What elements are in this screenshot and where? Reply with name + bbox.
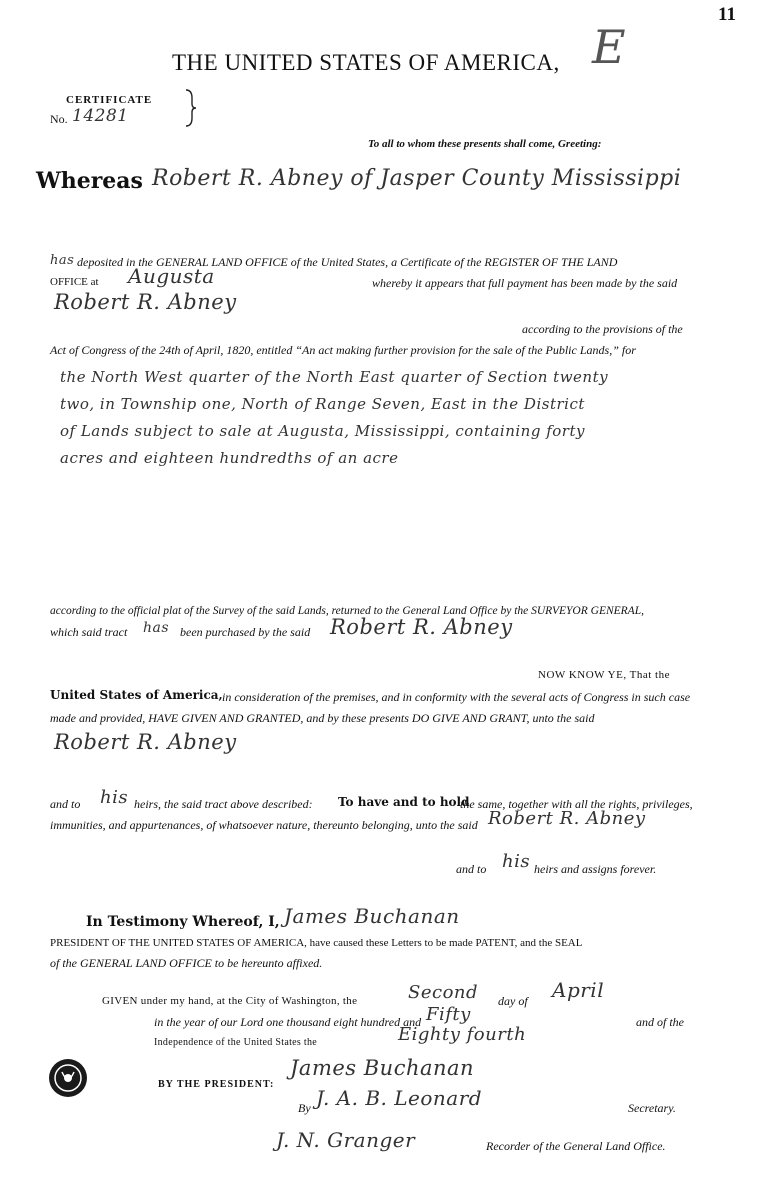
- assigns-text: heirs and assigns forever.: [534, 862, 657, 876]
- grantee-name: Robert R. Abney: [488, 808, 646, 829]
- usa-blackletter: United States of America,: [50, 688, 223, 702]
- has-word: has: [50, 253, 75, 268]
- day-of-text: day of: [498, 994, 528, 1008]
- para4-line2: immunities, and appurtenances, of whatsoever nature, thereunto belonging, unto the said: [50, 818, 478, 832]
- para2-line2b: been purchased by the said: [180, 625, 311, 639]
- to-have-and-to-hold: To have and to hold: [338, 795, 470, 809]
- recorder-label: Recorder of the General Land Office.: [486, 1139, 666, 1153]
- office-location: Augusta: [128, 264, 215, 288]
- secretary-label: Secretary.: [628, 1101, 676, 1115]
- para2-line2: which said tract: [50, 625, 128, 639]
- para3-line1: in consideration of the premises, and in conformity with the several acts of Congress in such case: [222, 690, 691, 704]
- whereas-label: Whereas: [36, 168, 143, 194]
- land-description: [60, 364, 608, 472]
- brace-icon: [184, 88, 198, 128]
- secretary-signature: J. A. B. Leonard: [316, 1086, 483, 1110]
- para2-line1: according to the official plat of the Survey of the said Lands, returned to the General Land Office by the SURVEYOR GENERAL,: [50, 605, 644, 617]
- his-word: his: [502, 851, 531, 872]
- independence-text: Independence of the United States the: [154, 1037, 317, 1048]
- has-word: has: [143, 620, 170, 636]
- description-line: the North West quarter of the North East quarter of Section twenty: [60, 368, 609, 386]
- testimony-line2: of the GENERAL LAND OFFICE to be hereunto affixed.: [50, 956, 323, 970]
- seal-icon: [48, 1058, 88, 1098]
- greeting: To all to whom these presents shall come, Greeting:: [368, 138, 602, 150]
- office-label: OFFICE at: [50, 276, 99, 288]
- recorder-signature: J. N. Granger: [276, 1128, 416, 1152]
- page-number: 11: [718, 4, 736, 25]
- his-word: his: [100, 787, 129, 808]
- and-of-the: and of the: [636, 1015, 684, 1029]
- given-year: Fifty: [426, 1004, 471, 1025]
- year-text: in the year of our Lord one thousand eight hundred and: [154, 1015, 422, 1029]
- description-line: two, in Township one, North of Range Seven, East in the District: [60, 395, 585, 413]
- and-to: and to: [456, 862, 487, 876]
- grantee-name: Robert R. Abney: [54, 730, 237, 754]
- certificate-number: 14281: [72, 106, 129, 126]
- president-signature: James Buchanan: [290, 1056, 475, 1080]
- document-title: THE UNITED STATES OF AMERICA,: [172, 50, 560, 75]
- given-day: Second: [408, 982, 479, 1003]
- whereby-text: whereby it appears that full payment has been made by the said: [372, 276, 678, 290]
- para3-line2: made and provided, HAVE GIVEN AND GRANTED, and by these presents DO GIVE AND GRANT, unto the said: [50, 711, 595, 725]
- certificate-label: CERTIFICATE: [66, 94, 153, 106]
- corner-mark: E: [592, 20, 627, 74]
- and-to: and to: [50, 797, 81, 811]
- certificate-no-label: No.: [50, 112, 68, 126]
- given-month: April: [552, 978, 605, 1002]
- by-the-president: BY THE PRESIDENT:: [158, 1079, 275, 1090]
- purchaser-name: Robert R. Abney: [54, 290, 237, 314]
- provisions-text: according to the provisions of the: [522, 322, 683, 336]
- para4-line1b: the same, together with all the rights, privileges,: [460, 797, 693, 811]
- independence-year: Eighty fourth: [398, 1024, 527, 1045]
- whereas-grantee: Robert R. Abney of Jasper County Mississippi: [152, 166, 682, 191]
- given-text: GIVEN under my hand, at the City of Washington, the: [102, 995, 358, 1007]
- para4-line1a: heirs, the said tract above described:: [134, 797, 313, 811]
- purchaser-name: Robert R. Abney: [330, 615, 513, 639]
- testimony-label: In Testimony Whereof, I,: [86, 914, 280, 930]
- testimony-line1: PRESIDENT OF THE UNITED STATES OF AMERICA, have caused these Letters to be made PATENT, and the SEAL: [50, 937, 583, 949]
- know-ye: NOW KNOW YE, That the: [538, 669, 670, 681]
- para1-line1: deposited in the GENERAL LAND OFFICE of the United States, a Certificate of the REGISTER OF THE LAND: [77, 255, 618, 269]
- by-word: By: [298, 1101, 311, 1115]
- description-line: of Lands subject to sale at Augusta, Mississippi, containing forty: [60, 422, 585, 440]
- president-name: James Buchanan: [284, 904, 460, 928]
- act-text: Act of Congress of the 24th of April, 1820, entitled “An act making further provision for the sale of the Public Lands,” for: [50, 343, 636, 357]
- description-line: acres and eighteen hundredths of an acre: [60, 449, 399, 467]
